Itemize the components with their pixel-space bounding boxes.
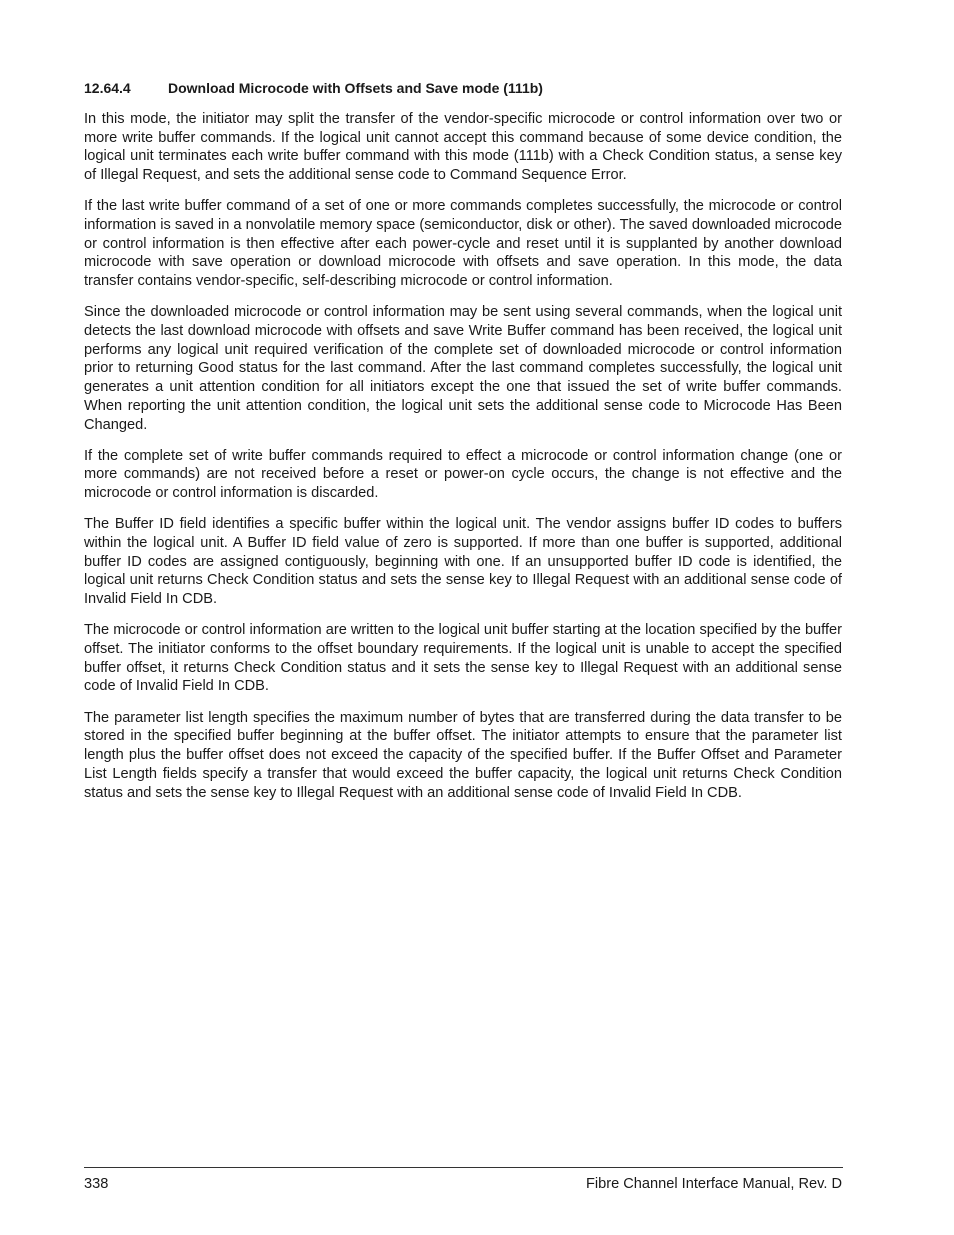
section-heading — [84, 80, 543, 96]
section-title: Download Microcode with Offsets and Save mode (111b) — [168, 80, 543, 96]
page-number: 338 — [84, 1176, 109, 1192]
document-title: Fibre Channel Interface Manual, Rev. D — [585, 1176, 842, 1192]
paragraph: If the complete set of write buffer commands required to effect a microcode or control information change (one or more commands) are not received before a reset or power-on cycle occurs, the change is not effective and the microcode or control information is discarded. — [84, 447, 842, 502]
paragraph: The Buffer ID field identifies a specific buffer within the logical unit. The vendor assigns buffer ID codes to buffers within the logical unit. A Buffer ID field value of zero is supported. If more than one buffer is supported, additional buffer ID codes are assigned contiguously, beginning with one. If an unsupported buffer ID code is identified, the logical unit returns Check Condition status and sets the sense key to Illegal Request with an additional sense code of Invalid Field In CDB. — [84, 516, 842, 608]
paragraph: Since the downloaded microcode or control information may be sent using several commands, when the logical unit detects the last download microcode with offsets and save Write Buffer command has been received, the logical unit performs any logical unit required verification of the complete set of downloaded microcode or control information prior to returning Good status for the last command. After the last command completes successfully, the logical unit generates a unit attention condition for all initiators except the one that issued the set of write buffer commands. When reporting the unit attention condition, the logical unit sets the additional sense code to Microcode Has Been Changed. — [84, 304, 842, 433]
body-text — [84, 110, 842, 815]
section-number: 12.64.4 — [84, 80, 131, 96]
paragraph: If the last write buffer command of a set of one or more commands completes successfully, the microcode or control information is saved in a nonvolatile memory space (semiconductor, disk or other). The saved downloaded microcode or control information is then effective after each power-cycle and reset until it is supplanted by another download microcode with save operation or download microcode with offsets and save operation. In this mode, the data transfer contains vendor-specific, self-describing microcode or control information. — [84, 198, 842, 290]
paragraph: In this mode, the initiator may split the transfer of the vendor-specific microcode or control information over two or more write buffer commands. If the logical unit cannot accept this command because of some device condition, the logical unit terminates each write buffer command with this mode (111b) with a Check Condition status, a sense key of Illegal Request, and sets the additional sense code to Command Sequence Error. — [84, 111, 842, 184]
paragraph: The microcode or control information are written to the logical unit buffer starting at the location specified by the buffer offset. The initiator conforms to the offset boundary requirements. If the logical unit is unable to accept the specified buffer offset, it returns Check Condition status and it sets the sense key to Illegal Request with an additional sense code of Invalid Field In CDB. — [84, 622, 842, 695]
footer-divider — [84, 1167, 843, 1168]
paragraph: The parameter list length specifies the maximum number of bytes that are transferred during the data transfer to be stored in the specified buffer beginning at the buffer offset. The initiator attempts to ensure that the parameter list length plus the buffer offset does not exceed the capacity of the specified buffer. If the Buffer Offset and Parameter List Length fields specify a transfer that would exceed the buffer capacity, the logical unit returns Check Condition status and sets the sense key to Illegal Request with an additional sense code of Invalid Field In CDB. — [84, 709, 842, 801]
